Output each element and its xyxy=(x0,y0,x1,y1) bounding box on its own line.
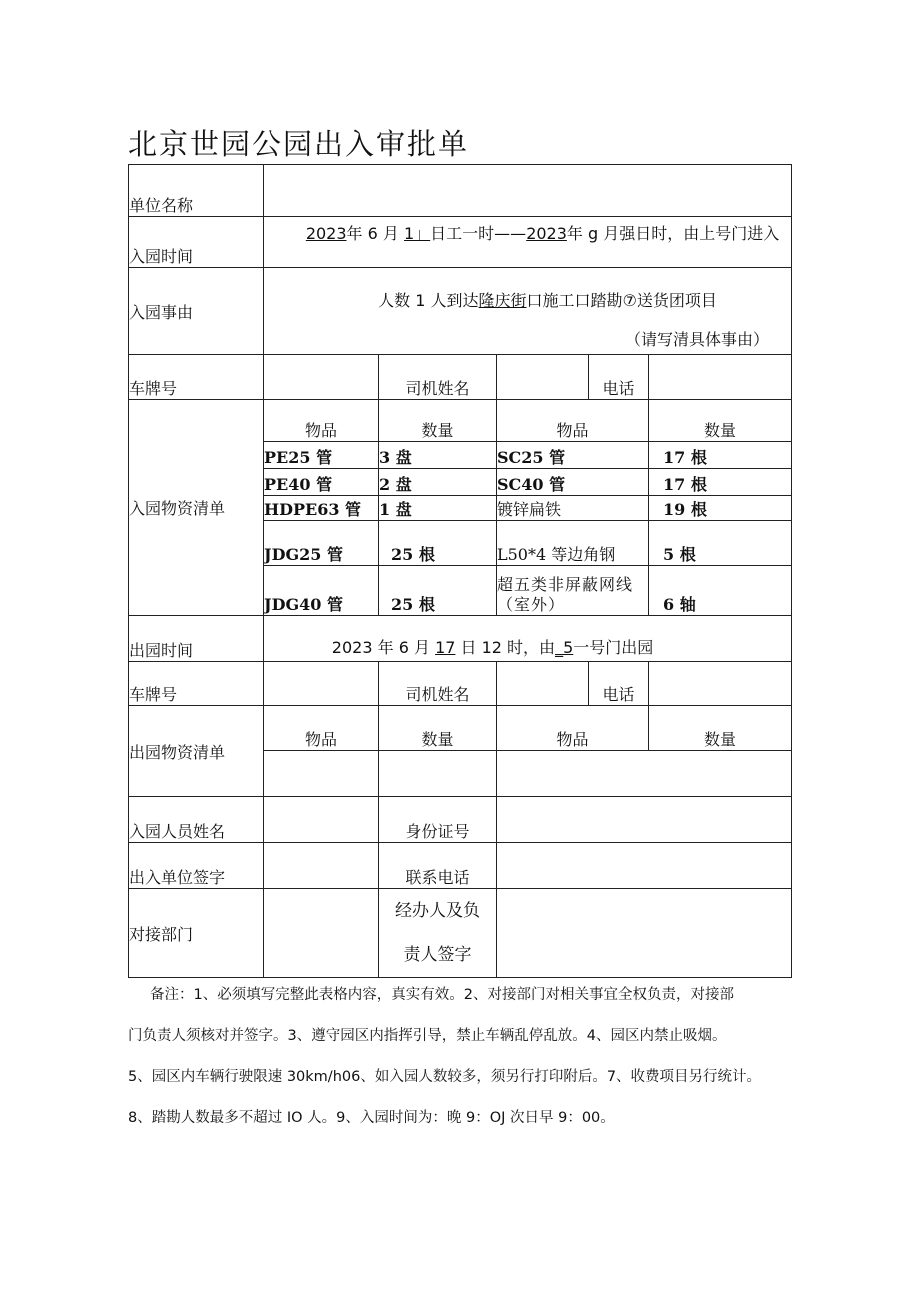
exit-gate: _5 xyxy=(555,638,574,657)
row-person xyxy=(129,797,792,843)
label-unit-name: 单位名称 xyxy=(129,165,264,217)
field-handler-sign[interactable] xyxy=(497,889,792,978)
handler-line-2: 责人签字 xyxy=(403,945,472,965)
label-entry-goods: 入园物资清单 xyxy=(129,400,264,616)
label-driver-exit: 司机姓名 xyxy=(379,662,497,706)
field-dept[interactable] xyxy=(264,889,379,978)
note-line: 5、园区内车辆行驶限速 30km/h06、如入园人数较多，须另行打印附后。7、收费项目另行统计。 xyxy=(128,1069,762,1085)
label-plate-entry: 车牌号 xyxy=(129,355,264,400)
row-entry-time xyxy=(129,217,792,268)
form-title: 北京世园公园出入审批单 xyxy=(128,127,470,161)
label-entry-reason: 入园事由 xyxy=(129,268,264,355)
goods-qty: 17 根 xyxy=(649,469,792,496)
entry-year-1: 2023 xyxy=(305,224,347,243)
label-phone-entry: 电话 xyxy=(589,355,649,400)
field-person-name[interactable] xyxy=(264,797,379,843)
col-qty-2: 数量 xyxy=(649,400,792,442)
approval-form-table xyxy=(128,164,792,978)
label-person-name: 入园人员姓名 xyxy=(129,797,264,843)
goods-item: JDG25 管 xyxy=(264,521,379,566)
goods-item: SC40 管 xyxy=(497,469,649,496)
exit-col-item-1: 物品 xyxy=(264,706,379,751)
col-qty-1: 数量 xyxy=(379,400,497,442)
entry-time-text-3: 年 g 月强日时，由上号门进入 xyxy=(566,224,780,243)
exit-time-text-2: 日 12 时，由 xyxy=(460,638,556,657)
row-unit-sign xyxy=(129,843,792,889)
goods-qty: 1 盘 xyxy=(379,496,497,521)
note-line: 备注：1、必须填写完整此表格内容，真实有效。2、对接部门对相关事宜全权负责，对接部 xyxy=(150,987,734,1003)
exit-day: 17 xyxy=(435,638,456,657)
goods-qty: 5 根 xyxy=(649,521,792,566)
goods-qty: 25 根 xyxy=(379,566,497,616)
note-line: 门负责人须核对并签字。3、遵守园区内指挥引导，禁止车辆乱停乱放。4、园区内禁止吸烟。 xyxy=(128,1028,727,1044)
col-item-2: 物品 xyxy=(497,400,649,442)
field-phone-entry[interactable] xyxy=(649,355,792,400)
label-unit-sign: 出入单位签字 xyxy=(129,843,264,889)
exit-goods-qty-1[interactable] xyxy=(379,751,497,797)
field-driver-entry[interactable] xyxy=(497,355,589,400)
exit-col-qty-1: 数量 xyxy=(379,706,497,751)
label-handler xyxy=(379,889,497,978)
goods-item: L50*4 等边角钢 xyxy=(497,521,649,566)
goods-item: 超五类非屏蔽网线（室外） xyxy=(497,566,649,616)
goods-item: HDPE63 管 xyxy=(264,496,379,521)
label-driver-entry: 司机姓名 xyxy=(379,355,497,400)
entry-year-2: 2023 xyxy=(526,224,567,243)
entry-time-text-1: 年 6 月 xyxy=(346,224,399,243)
col-item-1: 物品 xyxy=(264,400,379,442)
exit-goods-item-1[interactable] xyxy=(264,751,379,797)
label-exit-time: 出园时间 xyxy=(129,616,264,662)
label-dept: 对接部门 xyxy=(129,889,264,978)
row-entry-goods-header xyxy=(129,400,792,442)
reason-text-1: 人数 1 人到达 xyxy=(378,291,479,310)
row-exit-vehicle xyxy=(129,662,792,706)
field-plate-entry[interactable] xyxy=(264,355,379,400)
field-entry-time[interactable] xyxy=(264,217,792,268)
exit-col-qty-2: 数量 xyxy=(649,706,792,751)
goods-qty: 25 根 xyxy=(379,521,497,566)
entry-time-text-2: 日工一时—— xyxy=(430,224,527,243)
goods-item: 镀锌扁铁 xyxy=(497,496,649,521)
field-phone-exit[interactable] xyxy=(649,662,792,706)
row-entry-reason xyxy=(129,268,792,355)
goods-qty: 3 盘 xyxy=(379,442,497,469)
exit-goods-rest[interactable] xyxy=(497,751,792,797)
field-unit-name[interactable] xyxy=(264,165,792,217)
goods-qty: 17 根 xyxy=(649,442,792,469)
row-entry-vehicle xyxy=(129,355,792,400)
row-dept xyxy=(129,889,792,978)
label-plate-exit: 车牌号 xyxy=(129,662,264,706)
exit-time-text-1: 2023 年 6 月 xyxy=(331,638,430,657)
goods-item: PE40 管 xyxy=(264,469,379,496)
field-exit-time[interactable] xyxy=(264,616,792,662)
field-unit-sign[interactable] xyxy=(264,843,379,889)
row-exit-goods-header xyxy=(129,706,792,751)
row-unit-name xyxy=(129,165,792,217)
field-id-number[interactable] xyxy=(497,797,792,843)
notes xyxy=(128,975,792,1139)
reason-text-2: 口施工口踏勘⑦送货团项目 xyxy=(526,291,717,310)
label-contact-phone: 联系电话 xyxy=(379,843,497,889)
label-phone-exit: 电话 xyxy=(589,662,649,706)
field-contact-phone[interactable] xyxy=(497,843,792,889)
label-exit-goods: 出园物资清单 xyxy=(129,706,264,797)
goods-qty: 6 轴 xyxy=(649,566,792,616)
goods-qty: 19 根 xyxy=(649,496,792,521)
goods-item: SC25 管 xyxy=(497,442,649,469)
handler-line-1: 经办人及负 xyxy=(395,901,480,921)
label-entry-time: 入园时间 xyxy=(129,217,264,268)
field-plate-exit[interactable] xyxy=(264,662,379,706)
entry-day-1: 1」 xyxy=(403,224,431,243)
label-id-number: 身份证号 xyxy=(379,797,497,843)
goods-qty: 2 盘 xyxy=(379,469,497,496)
exit-col-item-2: 物品 xyxy=(497,706,649,751)
field-driver-exit[interactable] xyxy=(497,662,589,706)
reason-place: 隆庆街 xyxy=(478,291,527,310)
goods-item: JDG40 管 xyxy=(264,566,379,616)
exit-time-text-3: 一号门出园 xyxy=(573,638,654,657)
goods-item: PE25 管 xyxy=(264,442,379,469)
note-line: 8、踏勘人数最多不超过 IO 人。9、入园时间为：晚 9：OJ 次日早 9：00。 xyxy=(128,1110,615,1126)
field-entry-reason[interactable] xyxy=(264,268,792,355)
row-exit-time xyxy=(129,616,792,662)
reason-hint: （请写清具体事由） xyxy=(625,330,770,349)
